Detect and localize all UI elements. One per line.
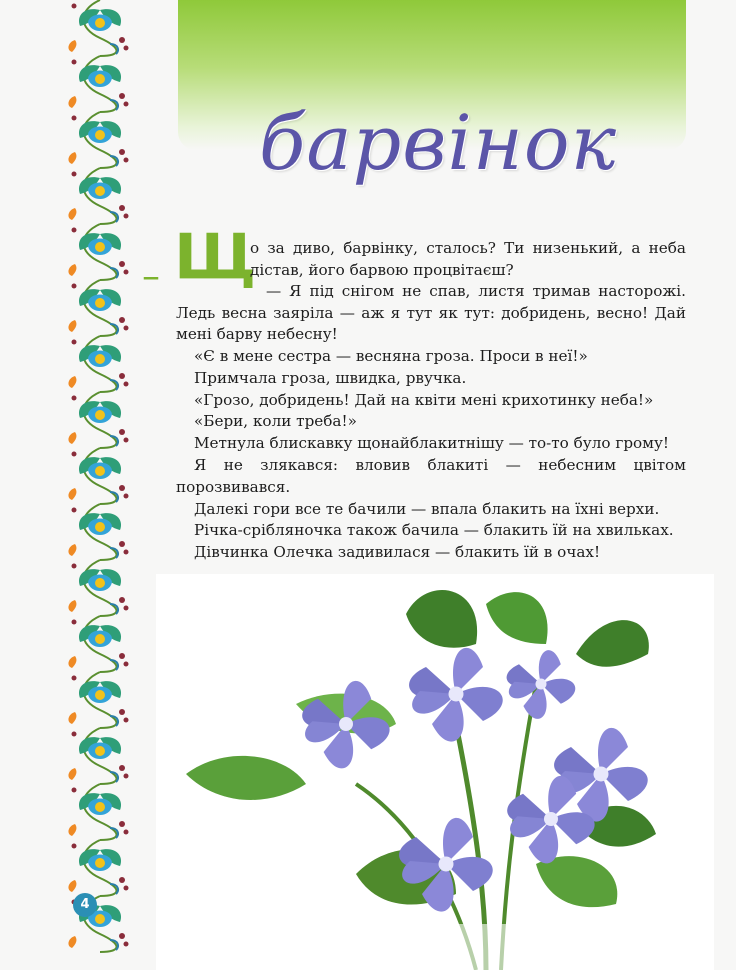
story-paragraph: Я не злякався: вловив блакиті — небесним цвітом порозвивався. bbox=[176, 455, 686, 496]
ornament-border bbox=[60, 0, 140, 970]
story-paragraph: «Є в мене сестра — весняна гроза. Проси в неї!» bbox=[194, 347, 588, 365]
story-paragraph: Примчала гроза, швидка, рвучка. bbox=[194, 368, 467, 387]
story-paragraph: «Грозо, добридень! Дай на квіти мені крихотинку неба!» bbox=[194, 390, 654, 409]
page-title: барвінок bbox=[258, 98, 618, 187]
story-paragraph: Річка-срібляночка також бачила — блакить їй на хвильках. bbox=[194, 521, 674, 540]
periwinkle-flower-image bbox=[156, 574, 714, 970]
drop-cap: Щ bbox=[174, 220, 257, 293]
page-number: 4 bbox=[73, 893, 97, 917]
story-paragraph: Метнула блискавку щонайблакитнішу — то-то було грому! bbox=[194, 434, 670, 453]
story-paragraph: Дівчинка Олечка задивилася — блакить їй в очах! bbox=[194, 543, 601, 562]
story-paragraph: Далекі гори все те бачили — впала блакить на їхні верхи. bbox=[194, 499, 660, 518]
story-paragraph: «Бери, коли треба!» bbox=[194, 412, 357, 431]
ornament-flower-icon bbox=[68, 0, 128, 952]
dialogue-dash: – bbox=[142, 256, 160, 297]
periwinkle-photo bbox=[156, 574, 714, 970]
story-body bbox=[176, 346, 686, 564]
story-opening: о за диво, барвінку, сталось? Ти низенький, а неба дістав, його барвою процвітаєш? bbox=[250, 239, 686, 279]
story-reply: — Я під снігом не спав, листя тримав насторожі. Ледь весна заяріла — аж я тут як тут: добридень, весно! Дай мені барву небесну! bbox=[176, 282, 686, 343]
